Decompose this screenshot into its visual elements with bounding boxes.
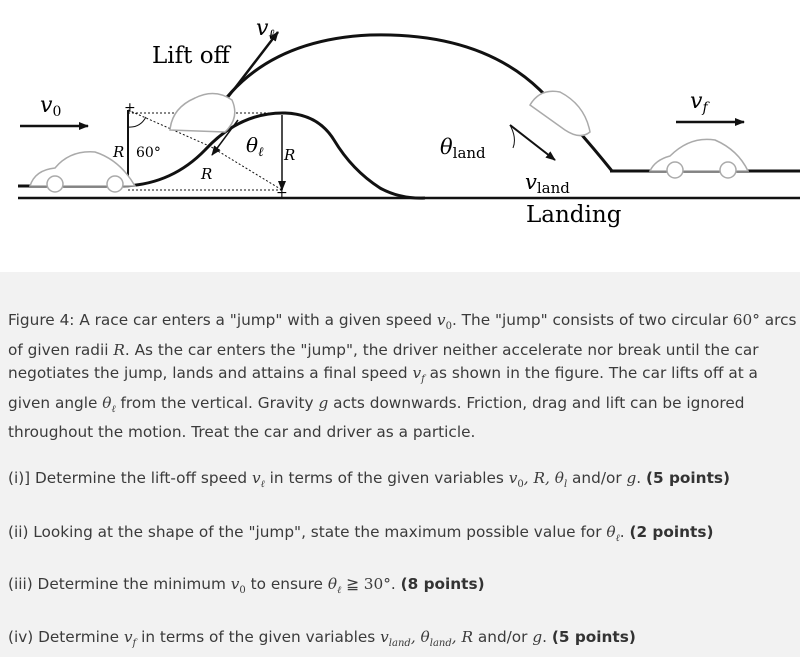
theta-l-label: $\theta_\ell$ (246, 133, 264, 160)
vl-label: vℓ (256, 16, 275, 43)
lift-off-label: Lift off (152, 43, 230, 69)
question-part-2: (ii) Looking at the shape of the "jump", state the maximum possible value for $\theta_\ell$. (2 points) (8, 523, 714, 545)
radius-label-3: R (284, 146, 296, 164)
question-part-1: (i)] Determine the lift-off speed $v_\ell$ in terms of the given variables $v_0$, R, $\theta_l$ and/or g. (5 points) (8, 469, 730, 491)
figure-panel (0, 0, 800, 272)
landing-label: Landing (526, 202, 622, 228)
svg-text:+: + (276, 185, 288, 201)
question-part-3: (iii) Determine the minimum $v_0$ to ensure $\theta_\ell$ ≧ 30°. (8 points) (8, 575, 485, 597)
angle-arc (128, 117, 146, 127)
v-land-label: vland (525, 170, 570, 197)
question-part-4: (iv) Determine $v_f$ in terms of the given variables $v_{land}$, $\theta_{land}$, R and/or g. (5 points) (8, 628, 636, 650)
svg-text:+: + (124, 100, 136, 116)
car-landing (530, 91, 590, 135)
vf-label: vf (690, 89, 708, 116)
v0-label: v0 (40, 93, 62, 120)
car-liftoff (170, 93, 235, 132)
angle-label: 60° (136, 145, 161, 161)
radius-label-1: R (113, 143, 125, 161)
radius-label-2: R (201, 165, 213, 183)
vland-arrow (510, 125, 555, 160)
question-panel (0, 272, 800, 657)
theta-land-label: θland (440, 135, 486, 162)
radius-line-3 (208, 145, 282, 190)
jump-diagram (0, 0, 800, 272)
figure-caption: Figure 4: A race car enters a "jump" with a given speed $v_0$. The "jump" consists of two circular 60° arcs of given radii R. As the car enters the "jump", the driver neither accelerate nor break until the car negotiates the jump, lands and attains a final speed $v_f$ as shown in the figure. The car lifts off at a given angle $\theta_\ell$ from the vertical. Gravity g acts downwards. Friction, drag and lift can be ignored throughout the motion. Treat the car and driver as a particle. (8, 311, 797, 442)
